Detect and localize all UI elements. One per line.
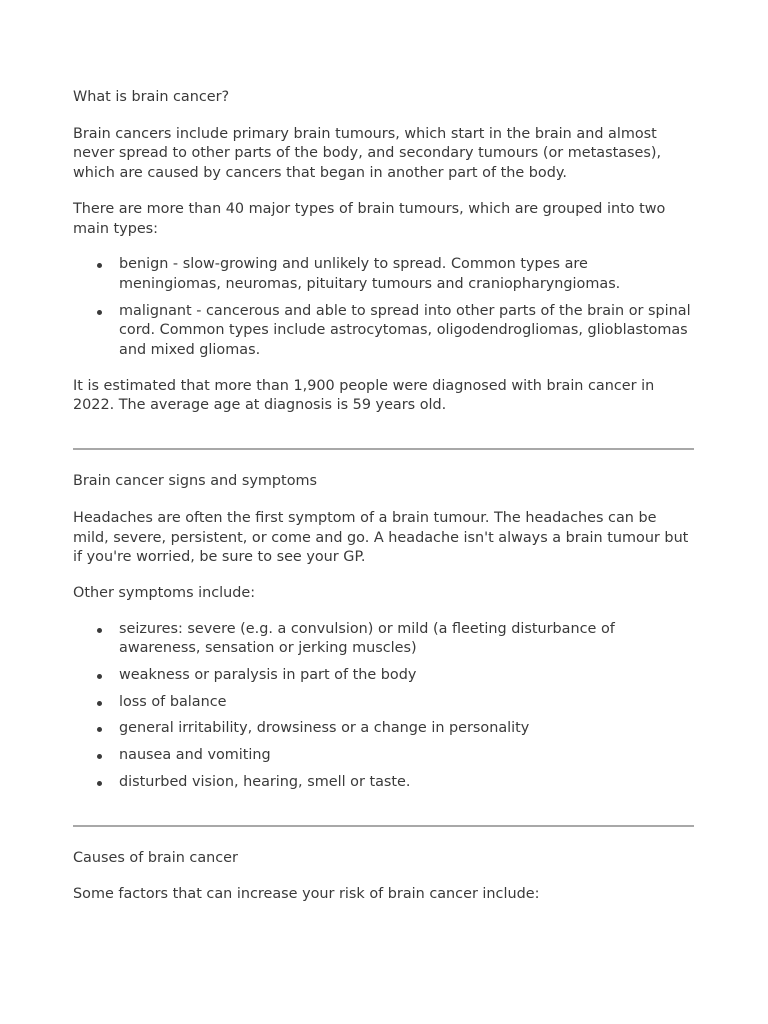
list-item: weakness or paralysis in part of the body — [119, 666, 694, 686]
section-heading: What is brain cancer? — [73, 89, 230, 105]
intro-paragraph: Brain cancers include primary brain tumours, which start in the brain and almost never spread to other parts of the body, and secondary tumours (or metastases), which are caused by cancers that began in another part of the body. — [73, 125, 662, 182]
section-heading: Causes of brain cancer — [73, 849, 238, 866]
risk-factors-intro: Some factors that can increase your risk of brain cancer include: — [73, 886, 540, 903]
section-divider — [73, 825, 694, 827]
section-what-is-brain-cancer — [73, 88, 694, 416]
headaches-paragraph: Headaches are often the first symptom of a brain tumour. The headaches can be mild, severe, persistent, or come and go. A headache isn't always a brain tumour but if you're worried, be sure to see your GP. — [73, 509, 689, 566]
tumour-types-list — [73, 255, 694, 361]
list-item: seizures: severe (e.g. a convulsion) or mild (a fleeting disturbance of awareness, sensation or jerking muscles) — [119, 620, 694, 659]
symptoms-list — [73, 620, 694, 793]
section-causes — [73, 849, 694, 905]
other-symptoms-intro: Other symptoms include: — [73, 584, 256, 601]
list-item: disturbed vision, hearing, smell or taste. — [119, 773, 694, 793]
statistics-paragraph: It is estimated that more than 1,900 people were diagnosed with brain cancer in 2022. The average age at diagnosis is 59 years old. — [73, 377, 655, 414]
list-item: general irritability, drowsiness or a change in personality — [119, 719, 694, 739]
section-heading: Brain cancer signs and symptoms — [73, 473, 318, 490]
list-item: nausea and vomiting — [119, 746, 694, 766]
list-item: benign - slow-growing and unlikely to spread. Common types are meningiomas, neuromas, pituitary tumours and craniopharyngiomas. — [119, 255, 694, 294]
list-item: malignant - cancerous and able to spread into other parts of the brain or spinal cord. Common types include astrocytomas, oligodendrogliomas, glioblastomas and mixed gliomas. — [119, 302, 694, 361]
section-signs-and-symptoms — [73, 472, 694, 792]
types-intro-paragraph: There are more than 40 major types of brain tumours, which are grouped into two main types: — [73, 200, 666, 237]
section-divider — [73, 448, 694, 450]
list-item: loss of balance — [119, 693, 694, 713]
